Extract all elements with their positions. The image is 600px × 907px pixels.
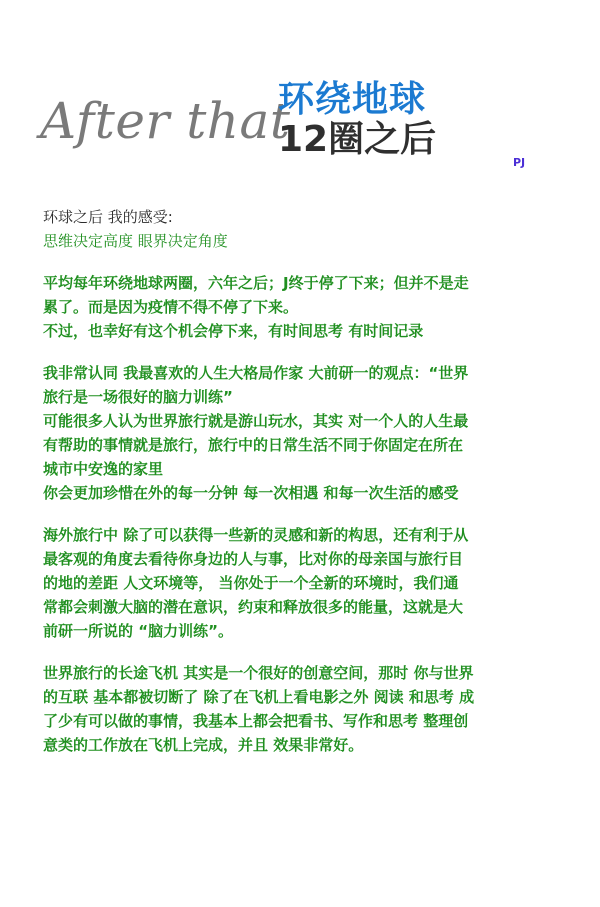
paragraph-line: 城市中安逸的家里 bbox=[43, 460, 164, 478]
chinese-title bbox=[278, 79, 437, 160]
paragraph-line: 的地的差距 人文环境等， 当你处于一个全新的环境时，我们通 bbox=[43, 574, 459, 592]
header bbox=[0, 0, 600, 190]
paragraph-line: 有帮助的事情就是旅行，旅行中的日常生活不同于你固定在所在 bbox=[43, 436, 464, 454]
intro-motto: 思维决定高度 眼界决定角度 bbox=[43, 232, 228, 250]
paragraph-4 bbox=[43, 661, 563, 757]
paragraph-line: 最客观的角度去看待你身边的人与事，比对你的母亲国与旅行目 bbox=[43, 550, 464, 568]
paragraph-3 bbox=[43, 523, 563, 643]
paragraph-line: 累了。而是因为疫情不得不停了下来。 bbox=[43, 298, 299, 316]
paragraph-1 bbox=[43, 271, 563, 343]
paragraph-line: 你会更加珍惜在外的每一分钟 每一次相遇 和每一次生活的感受 bbox=[43, 484, 459, 502]
paragraph-line: 可能很多人认为世界旅行就是游山玩水，其实 对一个人的人生最 bbox=[43, 412, 469, 430]
paragraph-line: 我非常认同 我最喜欢的人生大格局作家 大前研一的观点：“世界 bbox=[43, 364, 469, 382]
paragraph-line: 平均每年环绕地球两圈，六年之后；J终于停了下来；但并不是走 bbox=[43, 274, 469, 292]
chinese-title-line-2: 12圈之后 bbox=[278, 119, 437, 160]
paragraph-2 bbox=[43, 361, 563, 505]
paragraph-line: 世界旅行的长途飞机 其实是一个很好的创意空间，那时 你与世界 bbox=[43, 664, 474, 682]
paragraph-line: 不过，也幸好有这个机会停下来，有时间思考 有时间记录 bbox=[43, 322, 424, 340]
script-title: After that bbox=[40, 92, 291, 150]
author-mark: PJ bbox=[513, 156, 526, 169]
paragraph-line: 意类的工作放在飞机上完成，并且 效果非常好。 bbox=[43, 736, 364, 754]
paragraph-line: 常都会刺激大脑的潜在意识，约束和释放很多的能量，这就是大 bbox=[43, 598, 464, 616]
paragraph-line: 海外旅行中 除了可以获得一些新的灵感和新的构思，还有利于从 bbox=[43, 526, 469, 544]
intro-heading: 环球之后 我的感受: bbox=[43, 208, 173, 226]
paragraph-line: 了少有可以做的事情，我基本上都会把看书、写作和思考 整理创 bbox=[43, 712, 469, 730]
article-body bbox=[43, 205, 563, 757]
paragraph-line: 的互联 基本都被切断了 除了在飞机上看电影之外 阅读 和思考 成 bbox=[43, 688, 475, 706]
chinese-title-line-1: 环绕地球 bbox=[278, 79, 427, 120]
paragraph-line: 旅行是一场很好的脑力训练” bbox=[43, 388, 233, 406]
paragraph-line: 前研一所说的 “脑力训练”。 bbox=[43, 622, 233, 640]
